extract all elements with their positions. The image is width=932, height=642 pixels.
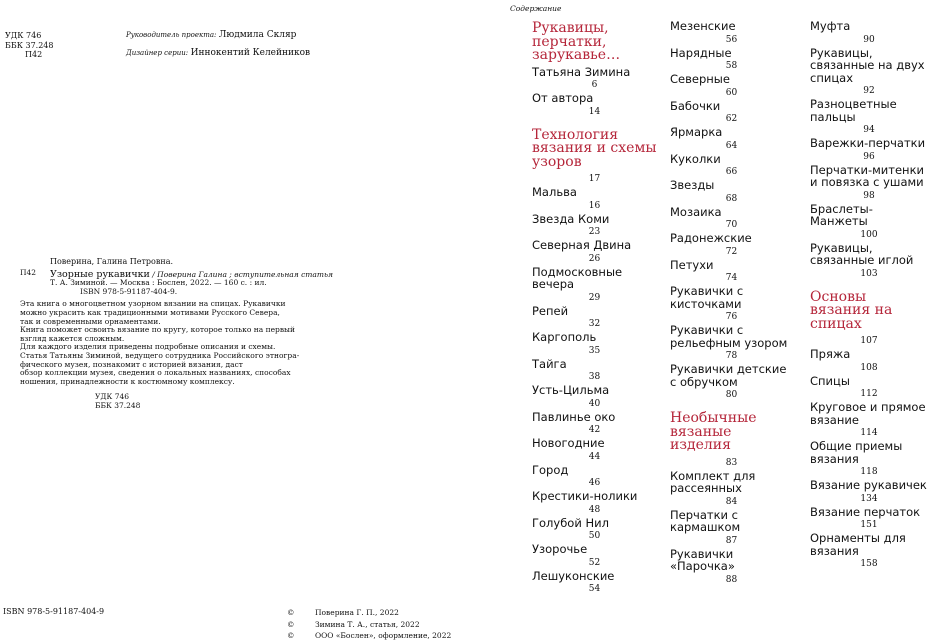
toc-entry-title: Подмосковные вечера xyxy=(532,264,623,291)
annotation-line: обзор коллекции музея, сведения о локальных названиях, способах xyxy=(20,368,291,378)
credit-label: Руководитель проекта: xyxy=(126,31,217,39)
toc-entry-title: Браслеты-Манжеты xyxy=(810,201,873,228)
toc-entry[interactable] xyxy=(532,92,657,119)
toc-entry-title: Крестики-нолики xyxy=(532,489,638,503)
toc-entry[interactable] xyxy=(670,73,793,100)
toc-page-number: 78 xyxy=(725,351,738,361)
toc-column-2 xyxy=(670,20,793,587)
toc-entry[interactable] xyxy=(670,470,793,509)
toc-entry[interactable] xyxy=(810,440,928,479)
toc-entry[interactable] xyxy=(670,285,793,324)
toc-page-number: 23 xyxy=(588,227,601,237)
toc-entry-title: Рукавички «Парочка» xyxy=(670,546,735,573)
annotation-line: Эта книга о многоцветном узорном вязании на спицах. Рукавички xyxy=(20,299,286,309)
toc-entry-title: Ярмарка xyxy=(670,125,723,139)
toc-page-number: 6 xyxy=(591,80,598,90)
toc-entry-title: Каргополь xyxy=(532,330,597,344)
toc-page-number: 118 xyxy=(860,467,878,477)
credit-value: Людмила Скляр xyxy=(218,30,297,40)
toc-entry[interactable] xyxy=(532,305,657,332)
toc-page-number: 62 xyxy=(725,114,738,124)
toc-entry[interactable] xyxy=(532,517,657,544)
toc-entry-title: Общие приемы вязания xyxy=(810,439,903,466)
udk-block-top xyxy=(5,31,53,60)
copyright-symbol: © xyxy=(287,631,295,640)
copyright-symbol: © xyxy=(287,619,295,629)
toc-page-number: 80 xyxy=(725,390,738,400)
toc-entry-title: Мезенские xyxy=(670,19,736,33)
toc-page-number: 74 xyxy=(725,273,738,283)
toc-entry-title: Пряжа xyxy=(810,347,851,361)
book-title: Узорные рукавички xyxy=(50,268,150,280)
copyright-line xyxy=(287,619,451,631)
copyright-text: Поверина Г. П., 2022 xyxy=(315,608,399,617)
toc-entry[interactable] xyxy=(810,348,928,375)
bibliographic-record xyxy=(20,258,350,411)
toc-entry-title: Мальва xyxy=(532,185,577,199)
toc-page-number: 17 xyxy=(588,174,601,184)
toc-entry-title: Рукавицы, связанные иглой xyxy=(810,240,914,267)
toc-page-number: 42 xyxy=(588,425,601,435)
toc-section-heading: Рукавицы, перчатки, зарукавье… xyxy=(532,20,621,63)
contents-heading: Содержание xyxy=(510,4,562,13)
toc-entry-title: Усть-Цильма xyxy=(532,383,610,397)
toc-page-number: 16 xyxy=(588,200,601,211)
toc-entry[interactable] xyxy=(670,363,793,402)
toc-entry[interactable] xyxy=(670,259,793,286)
isbn: ISBN 978-5-91187-404-9 xyxy=(3,607,105,616)
toc-page-number: 70 xyxy=(725,220,738,230)
toc-page-number: 26 xyxy=(588,253,601,264)
toc-page-number: 94 xyxy=(863,125,875,135)
toc-column-3 xyxy=(810,20,928,571)
publication-line: Т. А. Зиминой. — Москва : Бослен, 2022. — 160 с. : ил. xyxy=(50,278,267,288)
toc-entry[interactable] xyxy=(670,100,793,127)
toc-entry[interactable] xyxy=(532,411,657,438)
toc-entry[interactable] xyxy=(670,324,793,363)
author-line: Поверина, Галина Петровна. xyxy=(50,257,174,266)
udk-code: УДК 746 xyxy=(5,31,42,40)
toc-entry-title: Спицы xyxy=(810,373,850,388)
toc-page-number: 98 xyxy=(863,190,875,201)
toc-entry-title: Голубой Нил xyxy=(532,515,609,530)
toc-entry[interactable] xyxy=(810,532,928,571)
toc-page-number: 14 xyxy=(588,106,601,117)
credit-value: Иннокентий Келейников xyxy=(190,48,311,58)
toc-page-number: 88 xyxy=(725,574,738,585)
toc-entry[interactable] xyxy=(532,213,657,240)
toc-page-number: 96 xyxy=(863,151,875,162)
toc-entry-title: Орнаменты для вязания xyxy=(810,531,906,558)
annotation-line: можно украсить как традиционными мотивами Русского Севера, xyxy=(20,307,280,317)
toc-page-number: 83 xyxy=(725,457,738,468)
annotation-line: фического музея, познакомит с историей вязания, даст xyxy=(20,359,243,369)
toc-entry[interactable] xyxy=(810,401,928,440)
toc-entry-title: Нарядные xyxy=(670,45,732,60)
udk-block-bottom xyxy=(20,393,350,410)
author-mark-code: П42 xyxy=(20,268,37,277)
toc-entry[interactable] xyxy=(670,548,793,587)
udk-code: УДК 746 xyxy=(95,392,130,402)
toc-entry[interactable] xyxy=(810,20,928,47)
toc-page-number: 32 xyxy=(588,319,601,329)
toc-entry[interactable] xyxy=(810,47,928,99)
copyright-text: ООО «Бослен», оформление, 2022 xyxy=(315,631,452,640)
credit-label: Дизайнер серии: xyxy=(126,49,189,57)
toc-entry[interactable] xyxy=(670,509,793,548)
toc-entry[interactable] xyxy=(670,20,793,47)
toc-entry[interactable] xyxy=(532,570,657,597)
toc-entry-title: Лешуконские xyxy=(532,568,615,583)
toc-page-number: 108 xyxy=(860,362,878,373)
toc-entry-title: Муфта xyxy=(810,19,851,33)
toc-entry[interactable] xyxy=(532,490,657,517)
toc-page-number: 54 xyxy=(588,584,601,594)
toc-page-number: 114 xyxy=(860,428,878,438)
toc-entry-title: Рукавицы, связанные на двух спицах xyxy=(810,45,925,85)
toc-entry[interactable] xyxy=(670,179,793,206)
toc-page-number: 56 xyxy=(725,34,738,45)
isbn-line: ISBN 978-5-91187-404-9. xyxy=(80,286,178,296)
toc-page-number: 134 xyxy=(860,493,878,504)
toc-entry-title: Северная Двина xyxy=(532,238,632,252)
toc-entry[interactable] xyxy=(670,232,793,259)
toc-column-1 xyxy=(532,20,657,596)
toc-entry-title: Репей xyxy=(532,303,569,318)
toc-entry[interactable] xyxy=(670,126,793,153)
toc-entry[interactable] xyxy=(810,506,928,533)
title-responsibility: / Поверина Галина ; вступительная статья xyxy=(149,269,334,279)
toc-entry[interactable] xyxy=(532,186,657,213)
toc-entry[interactable] xyxy=(532,437,657,464)
toc-page-number: 68 xyxy=(725,193,738,204)
toc-entry-title: Перчатки с кармашком xyxy=(670,507,741,534)
annotation-line: Статья Татьяны Зиминой, ведущего сотрудника Российского этногра- xyxy=(20,350,300,360)
toc-entry[interactable] xyxy=(810,375,928,402)
toc-page-number: 46 xyxy=(588,478,601,488)
toc-page-number: 40 xyxy=(588,398,601,409)
toc-entry-title: Рукавички детские с обручком xyxy=(670,362,787,389)
toc-page-number: 92 xyxy=(863,86,875,96)
copyright-block xyxy=(287,607,451,642)
toc-page-number: 100 xyxy=(860,229,878,240)
toc-page-number: 35 xyxy=(588,345,601,356)
toc-entry-title: Узорочье xyxy=(532,542,588,556)
toc-page-number: 50 xyxy=(588,531,601,541)
toc-entry-title: Разноцветные пальцы xyxy=(810,97,897,124)
annotation-line: так и современными орнаментами. xyxy=(20,316,161,326)
toc-entry[interactable] xyxy=(670,153,793,180)
toc-entry[interactable] xyxy=(532,543,657,570)
toc-entry[interactable] xyxy=(532,331,657,358)
credits xyxy=(126,30,310,66)
annotation-line: взгляд кажется сложным. xyxy=(20,333,125,343)
copyright-line xyxy=(287,607,451,619)
bbk-code: ББК 37.248 xyxy=(5,40,54,50)
toc-page-number: 112 xyxy=(860,389,878,399)
toc-entry-title: Мозаика xyxy=(670,204,722,219)
toc-entry[interactable] xyxy=(810,479,928,506)
toc-entry-title: Звезда Коми xyxy=(532,211,610,226)
copyright-symbol: © xyxy=(287,608,295,617)
toc-entry-title: Новогодние xyxy=(532,436,605,450)
toc-entry-title: Вязание рукавичек xyxy=(810,478,927,492)
toc-entry[interactable] xyxy=(810,242,928,281)
toc-page-number: 29 xyxy=(588,292,601,303)
toc-entry-title: Бабочки xyxy=(670,98,721,113)
toc-entry[interactable] xyxy=(810,164,928,203)
toc-section-heading: Необычные вязаные изделия xyxy=(670,410,757,453)
toc-entry-title: Рукавички с кисточками xyxy=(670,284,744,311)
toc-page-number: 52 xyxy=(588,557,601,568)
toc-entry-title: Комплект для рассеянных xyxy=(670,468,756,495)
toc-entry-title: Радонежские xyxy=(670,231,752,245)
toc-page-number: 107 xyxy=(860,336,878,346)
annotation-line: Для каждого изделия приведены подробные описания и схемы. xyxy=(20,342,276,352)
toc-entry[interactable] xyxy=(532,384,657,411)
toc-entry-title: Вязание перчаток xyxy=(810,504,921,519)
toc-entry-title: От автора xyxy=(532,91,594,105)
toc-entry[interactable] xyxy=(532,66,657,93)
toc-page-number: 76 xyxy=(725,312,738,322)
credit-series-designer xyxy=(126,48,310,66)
toc-entry-title: Звезды xyxy=(670,178,715,192)
toc-page-number: 64 xyxy=(725,140,738,151)
toc-entry-title: Павлинье око xyxy=(532,409,616,424)
bbk-code: ББК 37.248 xyxy=(95,400,141,410)
toc-section-heading: Технология вязания и схемы узоров xyxy=(532,126,657,170)
toc-entry-title: Круговое и прямое вязание xyxy=(810,400,926,427)
toc-entry[interactable] xyxy=(810,203,928,242)
toc-page-number: 66 xyxy=(725,167,738,177)
toc-entry[interactable] xyxy=(532,358,657,385)
toc-entry[interactable] xyxy=(810,137,928,164)
toc-entry-title: Тайга xyxy=(532,356,567,371)
toc-page-number: 58 xyxy=(725,61,738,71)
toc-entry-title: Петухи xyxy=(670,257,714,272)
toc-entry-title: Варежки-перчатки xyxy=(810,136,926,150)
toc-section-heading: Основы вязания на спицах xyxy=(810,288,893,332)
toc-entry-title: Перчатки-митенки и повязка с ушами xyxy=(810,162,924,189)
toc-entry-title: Рукавички с рельефным узором xyxy=(670,323,788,350)
toc-page-number: 44 xyxy=(588,451,601,462)
toc-entry[interactable] xyxy=(810,98,928,137)
toc-page-number: 60 xyxy=(725,87,738,98)
toc-page-number: 84 xyxy=(725,496,738,507)
toc-entry-title: Куколки xyxy=(670,151,721,166)
toc-entry[interactable] xyxy=(532,239,657,266)
toc-page-number: 103 xyxy=(860,268,878,279)
toc-page-number: 38 xyxy=(588,372,601,382)
toc-page-number: 151 xyxy=(860,520,878,530)
toc-entry[interactable] xyxy=(532,464,657,491)
toc-entry[interactable] xyxy=(670,47,793,74)
toc-page-number: 87 xyxy=(725,535,738,546)
toc-entry-title: Город xyxy=(532,462,569,477)
toc-page-number: 72 xyxy=(725,246,738,257)
toc-page-number: 48 xyxy=(588,504,601,515)
copyright-text: Зимина Т. А., статья, 2022 xyxy=(315,619,420,629)
toc-page-number: 158 xyxy=(860,559,878,569)
annotation xyxy=(20,300,350,386)
author-mark: П42 xyxy=(25,50,43,59)
toc-page-number: 90 xyxy=(863,34,875,45)
toc-entry[interactable] xyxy=(670,206,793,233)
toc-entry[interactable] xyxy=(532,266,657,305)
annotation-line: ношения, принадлежности к костюмному комплексу. xyxy=(20,376,235,386)
credit-project-lead xyxy=(126,30,310,48)
toc-entry-title: Татьяна Зимина xyxy=(532,64,631,79)
annotation-line: Книга поможет освоить вязание по кругу, которое только на первый xyxy=(20,325,296,335)
toc-entry-title: Северные xyxy=(670,72,730,86)
